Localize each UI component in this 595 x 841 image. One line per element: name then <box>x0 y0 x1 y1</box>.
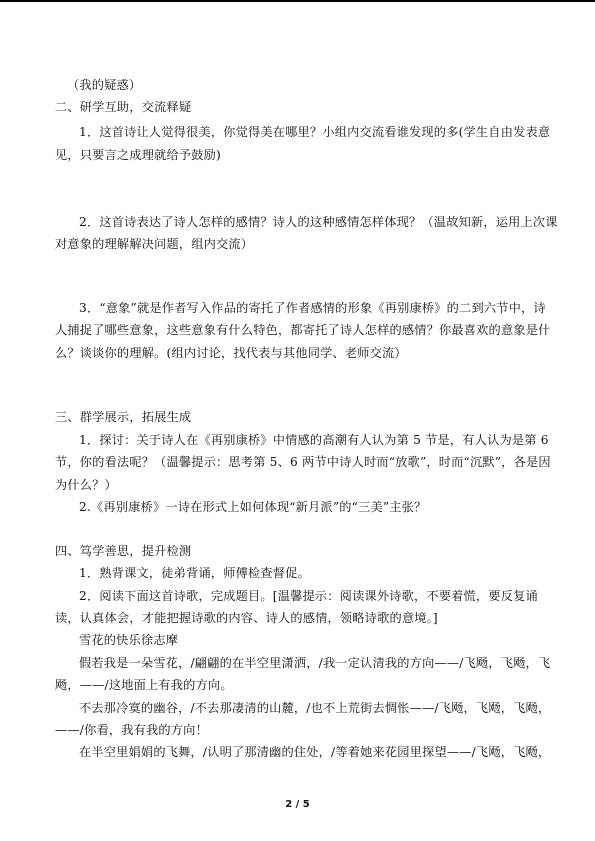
question-3-1-line-1: 1．探讨：关于诗人在《再别康桥》中情感的高潮有人认为第 5 节是，有人认为是第 6 <box>79 433 549 447</box>
question-2-3-line-1: 3．“意象”就是作者写入作品的寄托了作者感情的形象《再别康桥》的二到六节中，诗 <box>79 301 546 315</box>
question-4-2-line-1: 2．阅读下面这首诗歌，完成题目。[温馨提示：阅读课外诗歌，不要着慌，要反复诵 <box>79 589 538 603</box>
question-3-1-line-2: 节，你的看法呢？（温馨提示：思考第 5、6 两节中诗人时而“放歌”，时而“沉默”，各是因 <box>55 455 551 469</box>
question-2-2-line-2: 对意象的理解解决问题，组内交流） <box>55 237 254 251</box>
question-2-3-line-2: 人捕捉了哪些意象，这些意象有什么特色，都寄托了诗人怎样的感情？你最喜欢的意象是什 <box>55 323 551 337</box>
poem-title: 雪花的快乐徐志摩 <box>79 633 179 647</box>
poem-stanza-1-line-2: 飏，——/这地面上有我的方向。 <box>55 678 233 692</box>
header-rule <box>0 0 595 2</box>
question-3-1-line-3: 为什么？） <box>55 478 117 492</box>
my-doubts-label: （我的疑惑） <box>67 78 142 92</box>
question-3-2: 2.《再别康桥》一诗在形式上如何体现“新月派”的“三美”主张？ <box>79 500 427 514</box>
question-2-1-line-2: 见，只要言之成理就给予鼓励) <box>55 148 221 162</box>
page-number: 2 / 5 <box>285 799 310 810</box>
question-4-1: 1．熟背课文，徒弟背诵，师傅检查督促。 <box>79 566 310 580</box>
question-2-3-line-3: 么？谈谈你的理解。(组内讨论，找代表与其他同学、老师交流） <box>55 346 407 360</box>
poem-stanza-2-line-1: 不去那冷寞的幽谷，/不去那凄清的山麓，/也不上荒街去惆怅——/飞飏，飞飏，飞飏， <box>79 701 551 715</box>
poem-stanza-3-line-1: 在半空里娟娟的飞舞，/认明了那清幽的住处，/等着她来花园里探望——/飞飏，飞飏， <box>79 745 551 759</box>
section-heading-3: 三、群学展示，拓展生成 <box>55 410 192 424</box>
section-heading-4: 四、笃学善思，提升检测 <box>55 544 192 558</box>
question-4-2-line-2: 读，认真体会，才能把握诗歌的内容、诗人的感情，领略诗歌的意境。] <box>55 611 438 625</box>
section-heading-2: 二、研学互助，交流释疑 <box>55 100 192 114</box>
question-2-1-line-1: 1．这首诗让人觉得很美，你觉得美在哪里？小组内交流看谁发现的多(学生自由发表意 <box>79 125 551 139</box>
question-2-2-line-1: 2．这首诗表达了诗人怎样的感情？诗人的这种感情怎样体现？（温故知新，运用上次课 <box>79 215 558 229</box>
poem-stanza-2-line-2: ——/你看，我有我的方向！ <box>55 723 208 737</box>
poem-stanza-1-line-1: 假若我是一朵雪花，/翩翩的在半空里潇洒，/我一定认清我的方向——/飞飏，飞飏，飞 <box>79 656 551 670</box>
